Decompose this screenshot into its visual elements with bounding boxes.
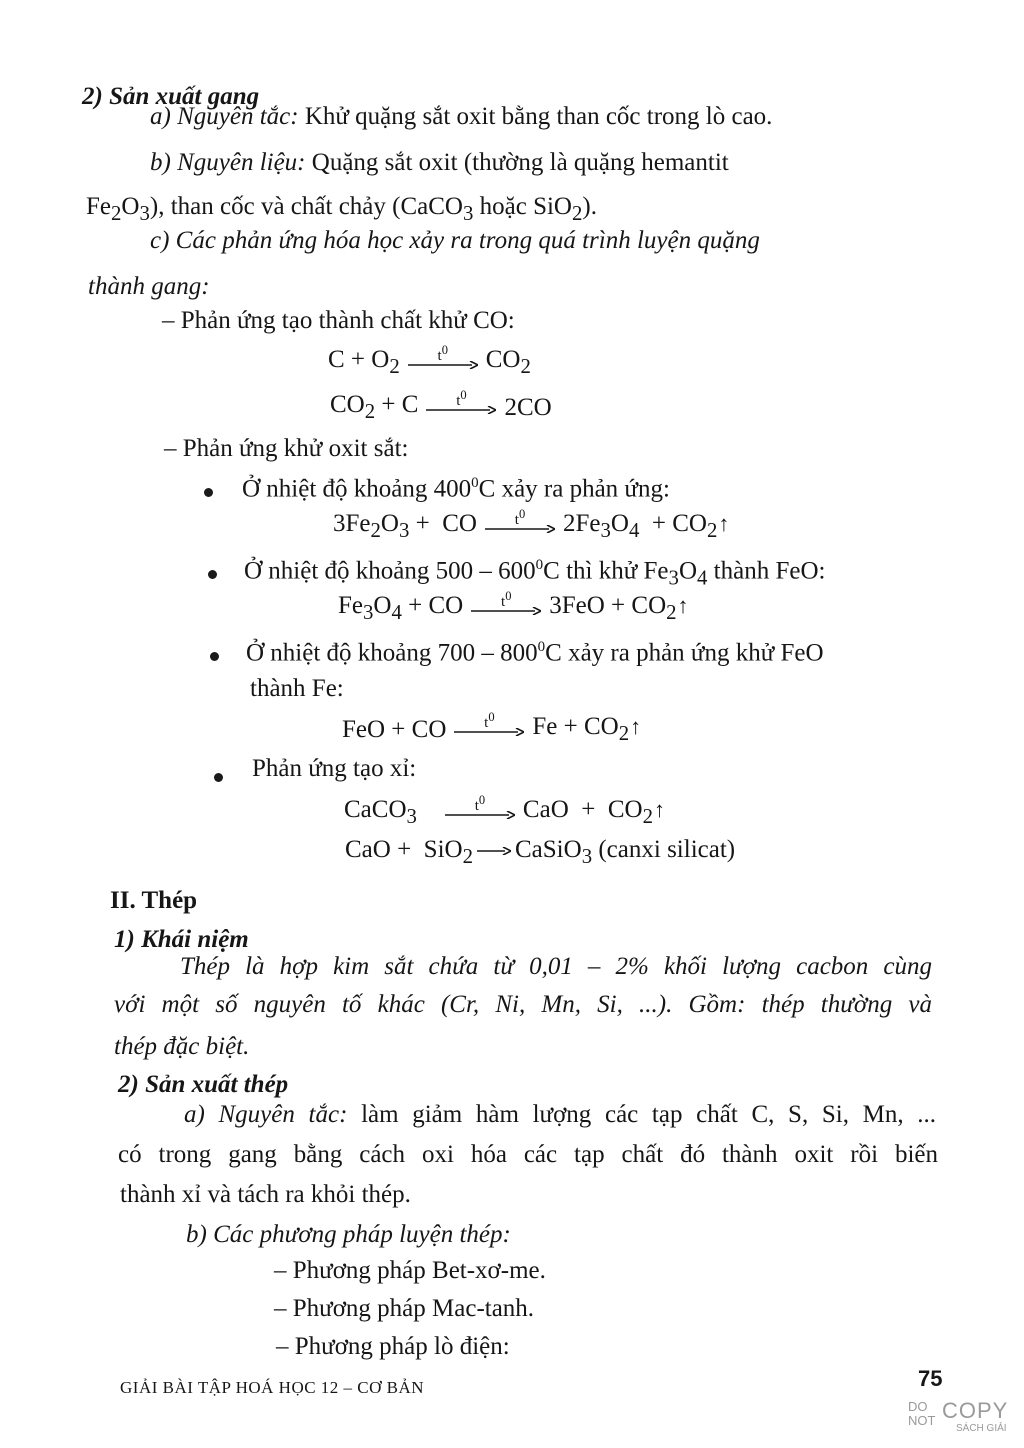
concept-line3: thép đặc biệt. [114,1033,250,1060]
temp-700-800-line2: thành Fe: [250,675,344,702]
temp-500-600-line: Ở nhiệt độ khoảng $500 - 600^0C$ thì khử $Fe_3O_4$ thành FeO: [244,557,826,590]
equation-cao-sio2: CaO + SiO$_2$ CaSiO$_3$ (canxi silicat) [345,836,736,868]
principle-label: a) Nguyên tắc: [150,103,299,130]
concept-line1: Thép là hợp kim sắt chứa từ 0,01 – 2% khối lượng cacbon cùng [180,953,932,980]
materials-text: Quặng sắt oxit (thường là quặng hemantit [311,149,729,176]
reaction-arrow: $t^0$ [408,348,478,378]
page-number: 75 [918,1366,943,1391]
bullet-dot [214,773,223,782]
heading-concept: 1) Khái niệm [114,926,249,953]
concept-line2: với một số nguyên tố khác (Cr, Ni, Mn, Si, ...). Gồm: thép thường và [114,991,932,1018]
equation-c-o2: $C + O_2$ $t^0$ $CO_2$ [328,343,531,378]
method-item: – Phương pháp lò điện: [276,1333,510,1360]
temp-400-line: Ở nhiệt độ khoảng $400^0C$ xảy ra phản ứng: [242,475,670,503]
materials-continued: $Fe_2O_3$), than cốc và chất chảy (CaCO$_3$ hoặc SiO$_2$). [86,193,597,225]
equation-caco3: CaCO$_3$ $t^0$ CaO + $CO_2↑$ [344,793,665,828]
steel-principle-line1: a) Nguyên tắc: làm giảm hàm lượng các tạp chất C, S, Si, Mn, ... [184,1101,937,1128]
method-item: – Phương pháp Mac-tanh. [274,1295,535,1322]
watermark-do: DO [908,1399,928,1414]
reaction-arrow: $t^0$ [454,715,524,745]
slag-formation-title: Phản ứng tạo xỉ: [252,755,417,782]
iron-oxide-reduction-title: – Phản ứng khử oxit sắt: [164,435,409,462]
book-title-footer: GIẢI BÀI TẬP HOÁ HỌC 12 – CƠ BẢN [120,1378,425,1397]
watermark-brand: SÁCH GIẢI [956,1423,1007,1434]
equation-feo-co: FeO + CO $t^0$ $Fe + CO_2↑$ [342,710,642,745]
principle-text: Khử quặng sắt oxit bằng than cốc trong lò cao. [304,103,773,130]
steel-principle-line2: có trong gang bằng cách oxi hóa các tạp chất đó thành oxit rồi biến [118,1141,938,1168]
principle-line [150,102,772,132]
watermark-stamp [906,1398,1018,1442]
steel-principle-line3: thành xỉ và tách ra khỏi thép. [120,1181,411,1208]
reaction-arrow [477,838,511,868]
bullet-dot [208,570,217,579]
reactions-heading-line2: thành gang: [88,273,210,300]
reaction-arrow: $t^0$ [445,798,515,828]
heading-steel-production: 2) Sản xuất thép [118,1071,289,1098]
reactions-heading-line1: c) Các phản ứng hóa học xảy ra trong quá trình luyện quặng [150,227,760,254]
temp-700-800-line: Ở nhiệt độ khoảng $700 - 800^0C$ xảy ra phản ứng khử FeO [246,639,824,667]
reaction-arrow: $t^0$ [426,393,496,423]
co-formation-title: – Phản ứng tạo thành chất khử CO: [162,307,515,334]
equation-fe3o4-co: $Fe_3O_4$ + CO $t^0$ $3FeO + CO_2↑$ [338,589,689,624]
materials-line [150,148,729,178]
reaction-arrow: $t^0$ [471,594,541,624]
steel-methods-heading: b) Các phương pháp luyện thép: [186,1221,511,1248]
bullet-dot [204,488,213,497]
equation-co2-c: $CO_2 + C$ $t^0$ 2CO [330,388,552,423]
materials-label: b) Nguyên liệu: [150,149,306,176]
watermark-copy: COPY [942,1398,1009,1423]
heading-pig-iron-production: 2) Sản xuất gang [82,83,260,110]
watermark-not: NOT [908,1413,936,1428]
section-steel-title: II. Thép [110,887,198,914]
method-item: – Phương pháp Bet-xơ-me. [274,1257,546,1284]
equation-fe2o3-co: $3Fe_2O_3$ + CO $t^0$ $2Fe_3O_4$ + $CO_2↑$ [333,507,730,542]
reaction-arrow: $t^0$ [485,512,555,542]
bullet-dot [210,652,219,661]
